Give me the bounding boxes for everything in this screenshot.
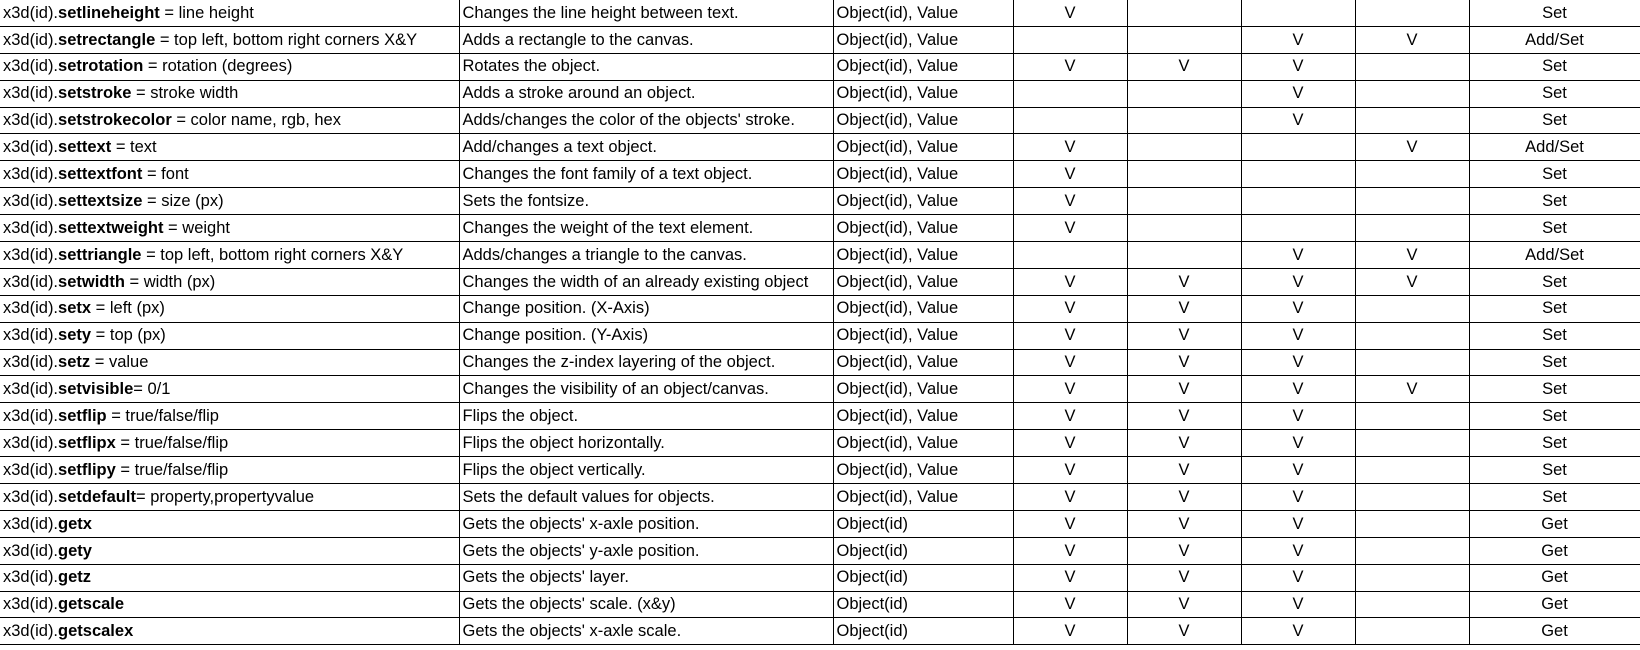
method-argument: = top (px) [91,326,166,345]
support-col-3-cell: V [1241,295,1355,322]
support-col-1-cell: V [1013,403,1127,430]
params-cell: Object(id) [833,591,1013,618]
method-prefix: x3d(id). [3,595,59,614]
table-row [0,457,1640,484]
action-type-cell: Set [1469,295,1640,322]
method-prefix: x3d(id). [3,568,59,587]
method-name: setrectangle [58,30,156,49]
support-col-4-cell [1355,430,1469,457]
support-col-3-cell [1241,0,1355,26]
support-col-4-cell: V [1355,26,1469,53]
description-cell: Add/changes a text object. [459,134,833,161]
support-col-1-cell: V [1013,161,1127,188]
support-col-1-cell: V [1013,484,1127,511]
table-row [0,537,1640,564]
method-cell [0,430,459,457]
table-row [0,322,1640,349]
action-type-cell: Set [1469,457,1640,484]
params-cell: Object(id), Value [833,26,1013,53]
support-col-1-cell: V [1013,0,1127,26]
action-type-cell: Get [1469,618,1640,645]
support-col-2-cell: V [1127,268,1241,295]
method-cell [0,537,459,564]
method-argument: = weight [163,218,230,237]
support-col-3-cell: V [1241,242,1355,269]
method-argument: = line height [159,3,254,22]
support-col-1-cell: V [1013,295,1127,322]
support-col-3-cell: V [1241,53,1355,80]
params-cell: Object(id), Value [833,134,1013,161]
action-type-cell: Set [1469,53,1640,80]
action-type-cell: Set [1469,268,1640,295]
support-col-1-cell: V [1013,268,1127,295]
support-col-1-cell [1013,80,1127,107]
action-type-cell: Add/Set [1469,134,1640,161]
support-col-2-cell [1127,80,1241,107]
params-cell: Object(id), Value [833,295,1013,322]
support-col-2-cell [1127,188,1241,215]
params-cell: Object(id), Value [833,430,1013,457]
action-type-cell: Set [1469,188,1640,215]
method-argument: = 0/1 [133,380,171,399]
action-type-cell: Set [1469,376,1640,403]
description-cell: Changes the weight of the text element. [459,215,833,242]
support-col-1-cell: V [1013,134,1127,161]
method-name: setz [58,353,91,372]
description-cell: Change position. (X-Axis) [459,295,833,322]
description-cell: Changes the font family of a text object. [459,161,833,188]
support-col-3-cell: V [1241,457,1355,484]
action-type-cell: Set [1469,484,1640,511]
table-row [0,161,1640,188]
action-type-cell: Get [1469,537,1640,564]
description-cell: Changes the visibility of an object/canvas. [459,376,833,403]
method-cell [0,376,459,403]
params-cell: Object(id) [833,537,1013,564]
method-cell [0,0,459,26]
table-row [0,134,1640,161]
method-cell [0,349,459,376]
support-col-4-cell [1355,349,1469,376]
support-col-1-cell [1013,26,1127,53]
method-argument: = color name, rgb, hex [171,111,341,130]
method-prefix: x3d(id). [3,245,59,264]
support-col-2-cell: V [1127,430,1241,457]
params-cell: Object(id) [833,510,1013,537]
support-col-2-cell [1127,0,1241,26]
action-type-cell: Get [1469,591,1640,618]
method-cell [0,215,459,242]
description-cell: Flips the object horizontally. [459,430,833,457]
support-col-3-cell: V [1241,564,1355,591]
params-cell: Object(id), Value [833,0,1013,26]
description-cell: Sets the fontsize. [459,188,833,215]
method-name: setflip [58,407,107,426]
method-cell [0,268,459,295]
support-col-4-cell [1355,188,1469,215]
method-name: setrotation [58,57,144,76]
support-col-3-cell: V [1241,430,1355,457]
description-cell: Adds a stroke around an object. [459,80,833,107]
support-col-2-cell [1127,107,1241,134]
method-argument: = width (px) [124,272,216,291]
support-col-3-cell [1241,188,1355,215]
table-row [0,26,1640,53]
method-name: gety [58,541,92,560]
method-name: getz [58,568,92,587]
action-type-cell: Set [1469,0,1640,26]
action-type-cell: Set [1469,215,1640,242]
method-name: setx [58,299,92,318]
support-col-4-cell [1355,322,1469,349]
method-cell [0,564,459,591]
table-row [0,0,1640,26]
method-cell [0,510,459,537]
description-cell: Adds a rectangle to the canvas. [459,26,833,53]
support-col-3-cell: V [1241,26,1355,53]
method-cell [0,484,459,511]
method-cell [0,591,459,618]
support-col-4-cell [1355,591,1469,618]
method-prefix: x3d(id). [3,191,59,210]
method-prefix: x3d(id). [3,218,59,237]
support-col-4-cell: V [1355,376,1469,403]
support-col-3-cell: V [1241,80,1355,107]
support-col-2-cell: V [1127,322,1241,349]
support-col-1-cell: V [1013,457,1127,484]
support-col-4-cell [1355,403,1469,430]
params-cell: Object(id), Value [833,403,1013,430]
support-col-2-cell: V [1127,537,1241,564]
params-cell: Object(id), Value [833,242,1013,269]
support-col-4-cell [1355,537,1469,564]
params-cell: Object(id) [833,618,1013,645]
support-col-4-cell [1355,161,1469,188]
method-cell [0,188,459,215]
params-cell: Object(id), Value [833,188,1013,215]
action-type-cell: Set [1469,161,1640,188]
method-name: getscalex [58,622,134,641]
support-col-1-cell: V [1013,349,1127,376]
method-argument: = size (px) [142,191,224,210]
support-col-4-cell [1355,484,1469,511]
description-cell: Change position. (Y-Axis) [459,322,833,349]
description-cell: Rotates the object. [459,53,833,80]
params-cell: Object(id), Value [833,268,1013,295]
method-cell [0,134,459,161]
method-name: settriangle [58,245,142,264]
description-cell: Flips the object. [459,403,833,430]
method-argument: = true/false/flip [115,433,229,452]
method-name: settextweight [58,218,164,237]
support-col-2-cell [1127,161,1241,188]
support-col-3-cell: V [1241,349,1355,376]
support-col-2-cell: V [1127,564,1241,591]
description-cell: Changes the line height between text. [459,0,833,26]
method-name: settextsize [58,191,143,210]
description-cell: Gets the objects' x-axle position. [459,510,833,537]
support-col-2-cell [1127,242,1241,269]
support-col-1-cell: V [1013,322,1127,349]
description-cell: Adds/changes the color of the objects' stroke. [459,107,833,134]
support-col-4-cell [1355,457,1469,484]
method-name: setstrokecolor [58,111,172,130]
method-cell [0,53,459,80]
support-col-2-cell: V [1127,53,1241,80]
description-cell: Flips the object vertically. [459,457,833,484]
table-row [0,618,1640,645]
support-col-3-cell: V [1241,591,1355,618]
support-col-3-cell [1241,215,1355,242]
method-prefix: x3d(id). [3,165,59,184]
method-prefix: x3d(id). [3,460,59,479]
table-row [0,510,1640,537]
method-cell [0,618,459,645]
method-prefix: x3d(id). [3,57,59,76]
method-prefix: x3d(id). [3,407,59,426]
action-type-cell: Set [1469,107,1640,134]
method-prefix: x3d(id). [3,380,59,399]
description-cell: Gets the objects' scale. (x&y) [459,591,833,618]
method-prefix: x3d(id). [3,487,59,506]
method-argument: = stroke width [131,84,239,103]
action-type-cell: Set [1469,403,1640,430]
method-name: getscale [58,595,125,614]
support-col-2-cell: V [1127,376,1241,403]
table-row [0,215,1640,242]
table-row [0,188,1640,215]
support-col-3-cell [1241,161,1355,188]
support-col-3-cell [1241,134,1355,161]
method-prefix: x3d(id). [3,84,59,103]
method-argument: = top left, bottom right corners X&Y [141,245,404,264]
method-cell [0,161,459,188]
method-name: setdefault [58,487,136,506]
table-row [0,268,1640,295]
support-col-3-cell: V [1241,510,1355,537]
description-cell: Changes the width of an already existing object [459,268,833,295]
support-col-4-cell [1355,0,1469,26]
support-col-1-cell: V [1013,53,1127,80]
params-cell: Object(id), Value [833,457,1013,484]
table-row [0,430,1640,457]
support-col-3-cell: V [1241,484,1355,511]
params-cell: Object(id), Value [833,349,1013,376]
support-col-3-cell: V [1241,268,1355,295]
method-argument: = true/false/flip [106,407,219,426]
method-argument: = property,propertyvalue [135,487,315,506]
method-name: setlineheight [58,3,160,22]
description-cell: Sets the default values for objects. [459,484,833,511]
support-col-2-cell: V [1127,618,1241,645]
support-col-1-cell: V [1013,564,1127,591]
method-cell [0,242,459,269]
method-prefix: x3d(id). [3,30,59,49]
method-prefix: x3d(id). [3,433,59,452]
table-row [0,80,1640,107]
support-col-1-cell: V [1013,537,1127,564]
support-col-4-cell [1355,510,1469,537]
method-prefix: x3d(id). [3,111,59,130]
method-argument: = true/false/flip [115,460,229,479]
support-col-1-cell: V [1013,188,1127,215]
support-col-4-cell: V [1355,268,1469,295]
support-col-3-cell: V [1241,618,1355,645]
table-row [0,564,1640,591]
method-cell [0,322,459,349]
support-col-3-cell: V [1241,376,1355,403]
support-col-2-cell: V [1127,349,1241,376]
support-col-2-cell [1127,26,1241,53]
method-prefix: x3d(id). [3,622,59,641]
support-col-1-cell [1013,107,1127,134]
support-col-4-cell: V [1355,134,1469,161]
method-argument: = value [90,353,149,372]
support-col-1-cell: V [1013,510,1127,537]
table-row [0,403,1640,430]
support-col-4-cell [1355,618,1469,645]
support-col-1-cell: V [1013,591,1127,618]
support-col-3-cell: V [1241,403,1355,430]
method-argument: = text [111,138,157,157]
action-type-cell: Set [1469,322,1640,349]
params-cell: Object(id), Value [833,215,1013,242]
params-cell: Object(id), Value [833,376,1013,403]
method-cell [0,80,459,107]
support-col-4-cell [1355,80,1469,107]
action-type-cell: Set [1469,430,1640,457]
method-name: setstroke [58,84,132,103]
method-name: settext [58,138,112,157]
description-cell: Gets the objects' x-axle scale. [459,618,833,645]
support-col-1-cell: V [1013,618,1127,645]
action-type-cell: Add/Set [1469,26,1640,53]
description-cell: Changes the z-index layering of the object. [459,349,833,376]
table-row [0,242,1640,269]
method-argument: = left (px) [91,299,165,318]
table-row [0,591,1640,618]
method-cell [0,26,459,53]
method-prefix: x3d(id). [3,541,59,560]
method-prefix: x3d(id). [3,3,59,22]
support-col-4-cell [1355,564,1469,591]
method-name: setwidth [58,272,125,291]
support-col-1-cell: V [1013,215,1127,242]
support-col-4-cell [1355,107,1469,134]
method-name: settextfont [58,165,143,184]
method-prefix: x3d(id). [3,138,59,157]
description-cell: Gets the objects' y-axle position. [459,537,833,564]
params-cell: Object(id), Value [833,161,1013,188]
table-row [0,349,1640,376]
support-col-2-cell: V [1127,591,1241,618]
method-prefix: x3d(id). [3,353,59,372]
method-name: setflipx [58,433,116,452]
params-cell: Object(id), Value [833,53,1013,80]
support-col-2-cell: V [1127,484,1241,511]
support-col-2-cell [1127,215,1241,242]
description-cell: Adds/changes a triangle to the canvas. [459,242,833,269]
action-type-cell: Get [1469,510,1640,537]
action-type-cell: Get [1469,564,1640,591]
method-prefix: x3d(id). [3,514,59,533]
method-name: getx [58,514,92,533]
method-argument: = top left, bottom right corners X&Y [155,30,418,49]
support-col-2-cell: V [1127,510,1241,537]
method-argument: = font [142,165,189,184]
table-row [0,484,1640,511]
table-row [0,376,1640,403]
method-prefix: x3d(id). [3,272,59,291]
params-cell: Object(id) [833,564,1013,591]
params-cell: Object(id), Value [833,484,1013,511]
support-col-2-cell [1127,134,1241,161]
support-col-2-cell: V [1127,403,1241,430]
support-col-1-cell [1013,242,1127,269]
action-type-cell: Set [1469,80,1640,107]
support-col-2-cell: V [1127,295,1241,322]
method-cell [0,295,459,322]
support-col-3-cell: V [1241,322,1355,349]
support-col-4-cell [1355,295,1469,322]
table-row [0,53,1640,80]
params-cell: Object(id), Value [833,80,1013,107]
support-col-4-cell: V [1355,242,1469,269]
params-cell: Object(id), Value [833,322,1013,349]
method-name: setflipy [58,460,116,479]
table-row [0,107,1640,134]
method-cell [0,107,459,134]
description-cell: Gets the objects' layer. [459,564,833,591]
support-col-3-cell: V [1241,107,1355,134]
method-argument: = rotation (degrees) [143,57,293,76]
method-prefix: x3d(id). [3,299,59,318]
support-col-4-cell [1355,53,1469,80]
table-row [0,295,1640,322]
method-cell [0,457,459,484]
params-cell: Object(id), Value [833,107,1013,134]
method-name: setvisible [58,380,134,399]
action-type-cell: Add/Set [1469,242,1640,269]
support-col-4-cell [1355,215,1469,242]
support-col-1-cell: V [1013,376,1127,403]
support-col-2-cell: V [1127,457,1241,484]
support-col-1-cell: V [1013,430,1127,457]
action-type-cell: Set [1469,349,1640,376]
method-name: sety [58,326,92,345]
support-col-3-cell: V [1241,537,1355,564]
method-prefix: x3d(id). [3,326,59,345]
method-cell [0,403,459,430]
